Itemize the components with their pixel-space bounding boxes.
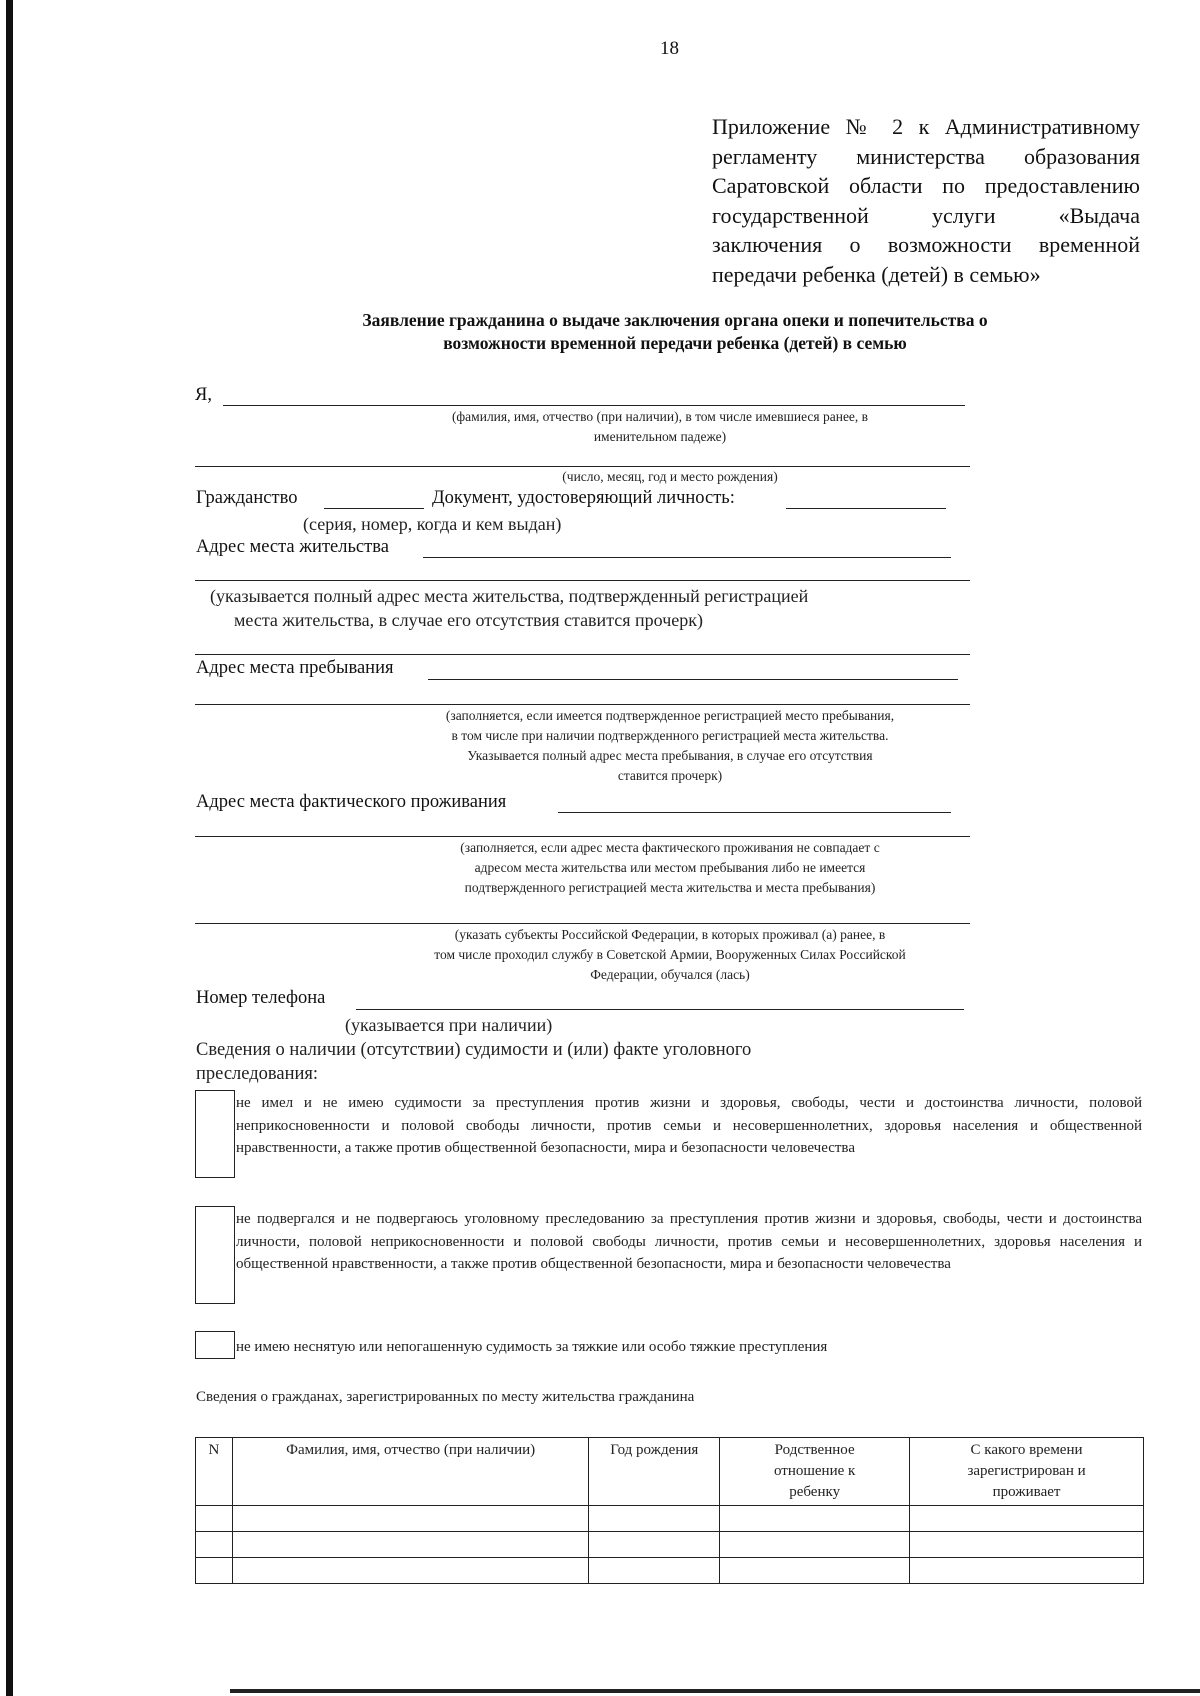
table-cell[interactable] bbox=[589, 1532, 720, 1558]
table-cell[interactable] bbox=[910, 1506, 1144, 1532]
table-header-cell: N bbox=[196, 1438, 233, 1506]
hint-line: в том числе при наличии подтвержденного регистрацией места жительства. bbox=[451, 728, 889, 743]
table-cell[interactable] bbox=[589, 1506, 720, 1532]
citizenship-field-line[interactable] bbox=[324, 508, 424, 509]
registered-citizens-label: Сведения о гражданах, зарегистрированных по месту жительства гражданина bbox=[196, 1389, 695, 1405]
subjects-hint bbox=[340, 925, 1000, 985]
residence-label: Адрес места жительства bbox=[196, 537, 389, 557]
hint-line: (указать субъекты Российской Федерации, в которых проживал (а) ранее, в bbox=[454, 927, 886, 942]
hint-line: места жительства, в случае его отсутствия ставится прочерк) bbox=[234, 610, 703, 630]
table-row bbox=[196, 1506, 1144, 1532]
table-cell[interactable] bbox=[720, 1558, 910, 1584]
table-cell[interactable] bbox=[232, 1558, 588, 1584]
table-header-cell: Фамилия, имя, отчество (при наличии) bbox=[232, 1438, 588, 1506]
label-line: Сведения о наличии (отсутствии) судимости и (или) факте уголовного bbox=[196, 1040, 752, 1060]
residence-field-line-3[interactable] bbox=[195, 654, 970, 655]
table-cell[interactable] bbox=[196, 1506, 233, 1532]
appendix-line: регламенту министерства образования bbox=[712, 143, 1140, 169]
document-field-line[interactable] bbox=[786, 508, 946, 509]
name-hint bbox=[380, 407, 940, 447]
stay-label: Адрес места пребывания bbox=[196, 658, 394, 678]
criminal-record-label bbox=[196, 1038, 751, 1086]
phone-label: Номер телефона bbox=[196, 988, 326, 1008]
citizenship-label: Гражданство bbox=[196, 488, 298, 508]
hint-line: ставится прочерк) bbox=[617, 768, 723, 783]
hint-line: адресом места жительства или местом пребывания либо не имеется bbox=[474, 860, 866, 875]
appendix-line: заключения о возможности временной bbox=[712, 232, 1140, 257]
actual-address-hint bbox=[380, 838, 960, 898]
scan-edge-bottom bbox=[230, 1689, 1200, 1693]
hint-line: том числе проходил службу в Советской Армии, Вооруженных Силах Российской bbox=[434, 947, 906, 962]
table-cell[interactable] bbox=[196, 1558, 233, 1584]
table-cell[interactable] bbox=[232, 1506, 588, 1532]
birth-hint: (число, месяц, год и место рождения) bbox=[562, 469, 778, 484]
document-title bbox=[195, 309, 1155, 355]
document-label: Документ, удостоверяющий личность: bbox=[432, 488, 735, 508]
stay-field-line[interactable] bbox=[428, 679, 958, 680]
hint-line: подтвержденного регистрацией места жительства и места пребывания) bbox=[464, 880, 876, 895]
table-row bbox=[196, 1558, 1144, 1584]
name-field-line[interactable] bbox=[223, 405, 965, 406]
table-header-cell: Родственное отношение к ребенку bbox=[720, 1438, 910, 1506]
table-cell[interactable] bbox=[589, 1558, 720, 1584]
hint-line: именительном падеже) bbox=[593, 429, 727, 444]
appendix-line: передачи ребенка (детей) в семью» bbox=[712, 261, 1041, 287]
no-prosecution-text: не подвергался и не подвергаюсь уголовному преследованию за преступления против жизни и здоровья, свободы, чести и достоинства личности, половой неприкосновенности и половой свободы личности, против семьи и несовершеннолетних, здоровья населения и общественной нравственности, а также против общественной безопасности, мира и безопасности человечества bbox=[236, 1211, 1142, 1272]
table-cell[interactable] bbox=[196, 1532, 233, 1558]
phone-field-line[interactable] bbox=[356, 1009, 964, 1010]
residence-field-line[interactable] bbox=[423, 557, 951, 558]
page-number: 18 bbox=[660, 38, 679, 59]
hint-line: Федерации, обучался (лась) bbox=[590, 967, 750, 982]
registered-citizens-table bbox=[195, 1437, 1144, 1584]
appendix-line: Приложение № 2 к Административному bbox=[712, 114, 1140, 139]
table-cell[interactable] bbox=[910, 1532, 1144, 1558]
table-header-cell: Год рождения bbox=[589, 1438, 720, 1506]
no-serious-conviction-checkbox[interactable] bbox=[195, 1331, 235, 1359]
label-line: преследования: bbox=[196, 1064, 319, 1084]
hint-line: Указывается полный адрес места пребывания, в случае его отсутствия bbox=[467, 748, 873, 763]
document-hint: (серия, номер, когда и кем выдан) bbox=[303, 514, 562, 534]
table-header-cell: С какого времени зарегистрирован и проживает bbox=[910, 1438, 1144, 1506]
residence-hint bbox=[210, 584, 808, 632]
actual-address-field-line-2[interactable] bbox=[195, 836, 970, 837]
i-label: Я, bbox=[195, 385, 212, 405]
table-cell[interactable] bbox=[720, 1506, 910, 1532]
table-cell[interactable] bbox=[910, 1558, 1144, 1584]
appendix-line: государственной услуги «Выдача bbox=[712, 202, 1140, 228]
no-conviction-checkbox[interactable] bbox=[195, 1090, 235, 1178]
table-cell[interactable] bbox=[232, 1532, 588, 1558]
stay-field-line-2[interactable] bbox=[195, 704, 970, 705]
stay-hint bbox=[360, 706, 980, 786]
appendix-line: Саратовской области по предоставлению bbox=[712, 173, 1140, 198]
table-header-row bbox=[196, 1438, 1144, 1506]
residence-field-line-2[interactable] bbox=[195, 580, 970, 581]
hint-line: (заполняется, если имеется подтвержденное регистрацией место пребывания, bbox=[445, 708, 895, 723]
hint-line: (указывается полный адрес места жительства, подтвержденный регистрацией bbox=[210, 586, 809, 606]
hint-line: (фамилия, имя, отчество (при наличии), в том числе имевшиеся ранее, в bbox=[451, 409, 869, 424]
title-line: возможности временной передачи ребенка (детей) в семью bbox=[443, 333, 907, 353]
no-conviction-text: не имел и не имею судимости за преступления против жизни и здоровья, свободы, чести и достоинства личности, половой неприкосновенности и половой свободы личности, против семьи и несовершеннолетних, здоровья населения и общественной нравственности, а также против общественной безопасности, мира и безопасности человечества bbox=[236, 1095, 1142, 1156]
actual-address-field-line[interactable] bbox=[558, 812, 951, 813]
no-serious-conviction-text: не имею неснятую или непогашенную судимость за тяжкие или особо тяжкие преступления bbox=[236, 1339, 828, 1355]
table-cell[interactable] bbox=[720, 1532, 910, 1558]
subjects-field-line[interactable] bbox=[195, 923, 970, 924]
hint-line: (заполняется, если адрес места фактического проживания не совпадает с bbox=[460, 840, 880, 855]
actual-address-label: Адрес места фактического проживания bbox=[196, 792, 507, 812]
table-row bbox=[196, 1532, 1144, 1558]
no-prosecution-checkbox[interactable] bbox=[195, 1206, 235, 1304]
title-line: Заявление гражданина о выдаче заключения органа опеки и попечительства о bbox=[362, 310, 988, 330]
appendix-reference bbox=[712, 112, 1140, 289]
scan-edge-left bbox=[6, 0, 13, 1696]
phone-hint: (указывается при наличии) bbox=[345, 1015, 553, 1035]
